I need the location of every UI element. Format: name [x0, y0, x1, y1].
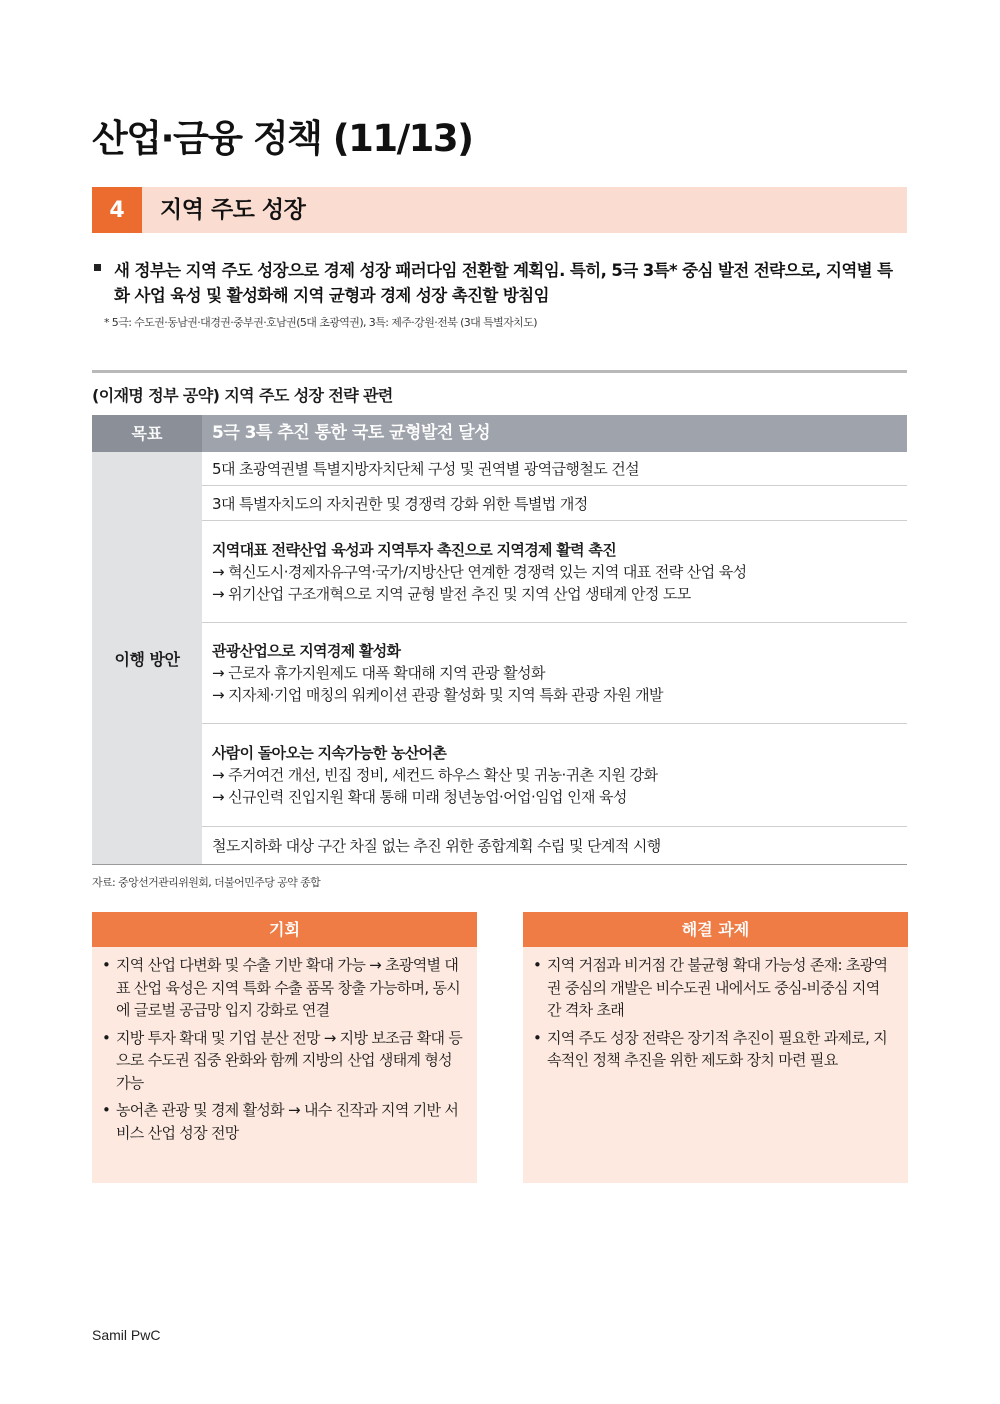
policy-table	[92, 415, 907, 865]
divider	[92, 370, 907, 373]
list-item: • 지방 투자 확대 및 기업 분산 전망 → 지방 보조금 확대 등으로 수도권 집중 완화와 함께 지방의 산업 생태계 형성 가능	[116, 1027, 465, 1095]
table-row-group	[202, 724, 907, 827]
table-row	[202, 452, 907, 486]
row-text: 5대 초광역권별 특별지방자치단체 구성 및 권역별 광역급행철도 건설	[212, 460, 640, 478]
list-item: • 농어촌 관광 및 경제 활성화 → 내수 진작과 지역 기반 서비스 산업 성장 전망	[116, 1099, 465, 1144]
section-title: 지역 주도 성장	[160, 197, 306, 223]
goal-label: 목표	[92, 415, 202, 452]
list-item: • 지역 거점과 비거점 간 불균형 확대 가능성 존재: 초광역권 중심의 개발은 비수도권 내에서도 중심-비중심 지역 간 격차 초래	[547, 954, 896, 1022]
table-row-group	[202, 521, 907, 623]
opportunity-list	[92, 947, 477, 1144]
group-heading: 사람이 돌아오는 지속가능한 농산어촌	[212, 744, 447, 762]
challenges-title: 해결 과제	[523, 912, 908, 947]
group-detail: → 주거여건 개선, 빈집 정비, 세컨드 하우스 확산 및 귀농·귀촌 지원 강화	[212, 766, 658, 784]
table-row	[202, 827, 907, 864]
table-row-group	[202, 623, 907, 724]
footer-brand: Samil PwC	[92, 1327, 161, 1343]
group-heading: 관광산업으로 지역경제 활성화	[212, 642, 401, 660]
section-number: 4	[92, 187, 142, 233]
goal-text: 5극 3특 추진 통한 국토 균형발전 달성	[212, 423, 491, 443]
group-detail: → 지자체·기업 매칭의 워케이션 관광 활성화 및 지역 특화 관광 자원 개발	[212, 686, 663, 704]
square-bullet-icon	[94, 264, 101, 271]
group-detail: → 근로자 휴가지원제도 대폭 확대해 지역 관광 활성화	[212, 664, 545, 682]
table-caption: (이재명 정부 공약) 지역 주도 성장 전략 관련	[92, 386, 393, 405]
group-heading: 지역대표 전략산업 육성과 지역투자 촉진으로 지역경제 활력 촉진	[212, 540, 616, 559]
row-text: 3대 특별자치도의 자치권한 및 경쟁력 강화 위한 특별법 개정	[212, 494, 588, 513]
summary-text: 새 정부는 지역 주도 성장으로 경제 성장 패러다임 전환할 계획임. 특히, 5극 3특* 중심 발전 전략으로, 지역별 특화 사업 육성 및 활성화해 지역 균형과 경제 성장 촉진할 방침임	[114, 261, 893, 305]
opportunity-title: 기회	[92, 912, 477, 947]
summary	[92, 258, 907, 308]
group-detail: → 위기산업 구조개혁으로 지역 균형 발전 추진 및 지역 산업 생태계 안정 도모	[212, 584, 691, 603]
challenges-box	[523, 912, 908, 1183]
row-text: 철도지하화 대상 구간 차질 없는 추진 위한 종합계획 수립 및 단계적 시행	[212, 837, 661, 855]
implementation-label: 이행 방안	[114, 650, 180, 669]
footnote: * 5극: 수도권·동남권·대경권·중부권·호남권(5대 초광역권), 3특: 제주·강원·전북 (3대 특별자치도)	[104, 316, 537, 329]
group-detail: → 혁신도시·경제자유구역·국가/지방산단 연계한 경쟁력 있는 지역 대표 전략 산업 육성	[212, 562, 747, 581]
table-row	[202, 486, 907, 521]
challenges-list	[523, 947, 908, 1072]
opportunity-box	[92, 912, 477, 1183]
implementation-label-cell	[92, 452, 202, 865]
table-bottom-border	[92, 864, 907, 865]
goal-row	[92, 415, 907, 452]
section-header	[92, 187, 907, 233]
source-note: 자료: 중앙선거관리위원회, 더불어민주당 공약 종합	[92, 876, 321, 889]
list-item: • 지역 주도 성장 전략은 장기적 추진이 필요한 과제로, 지속적인 정책 추진을 위한 제도화 장치 마련 필요	[547, 1027, 896, 1072]
group-detail: → 신규인력 진입지원 확대 통해 미래 청년농업·어업·임업 인재 육성	[212, 788, 627, 806]
page-title: 산업·금융 정책 (11/13)	[92, 117, 473, 160]
list-item: • 지역 산업 다변화 및 수출 기반 확대 가능 → 초광역별 대표 산업 육성은 지역 특화 수출 품목 창출 가능하며, 동시에 글로벌 공급망 입지 강화로 연결	[116, 954, 465, 1022]
